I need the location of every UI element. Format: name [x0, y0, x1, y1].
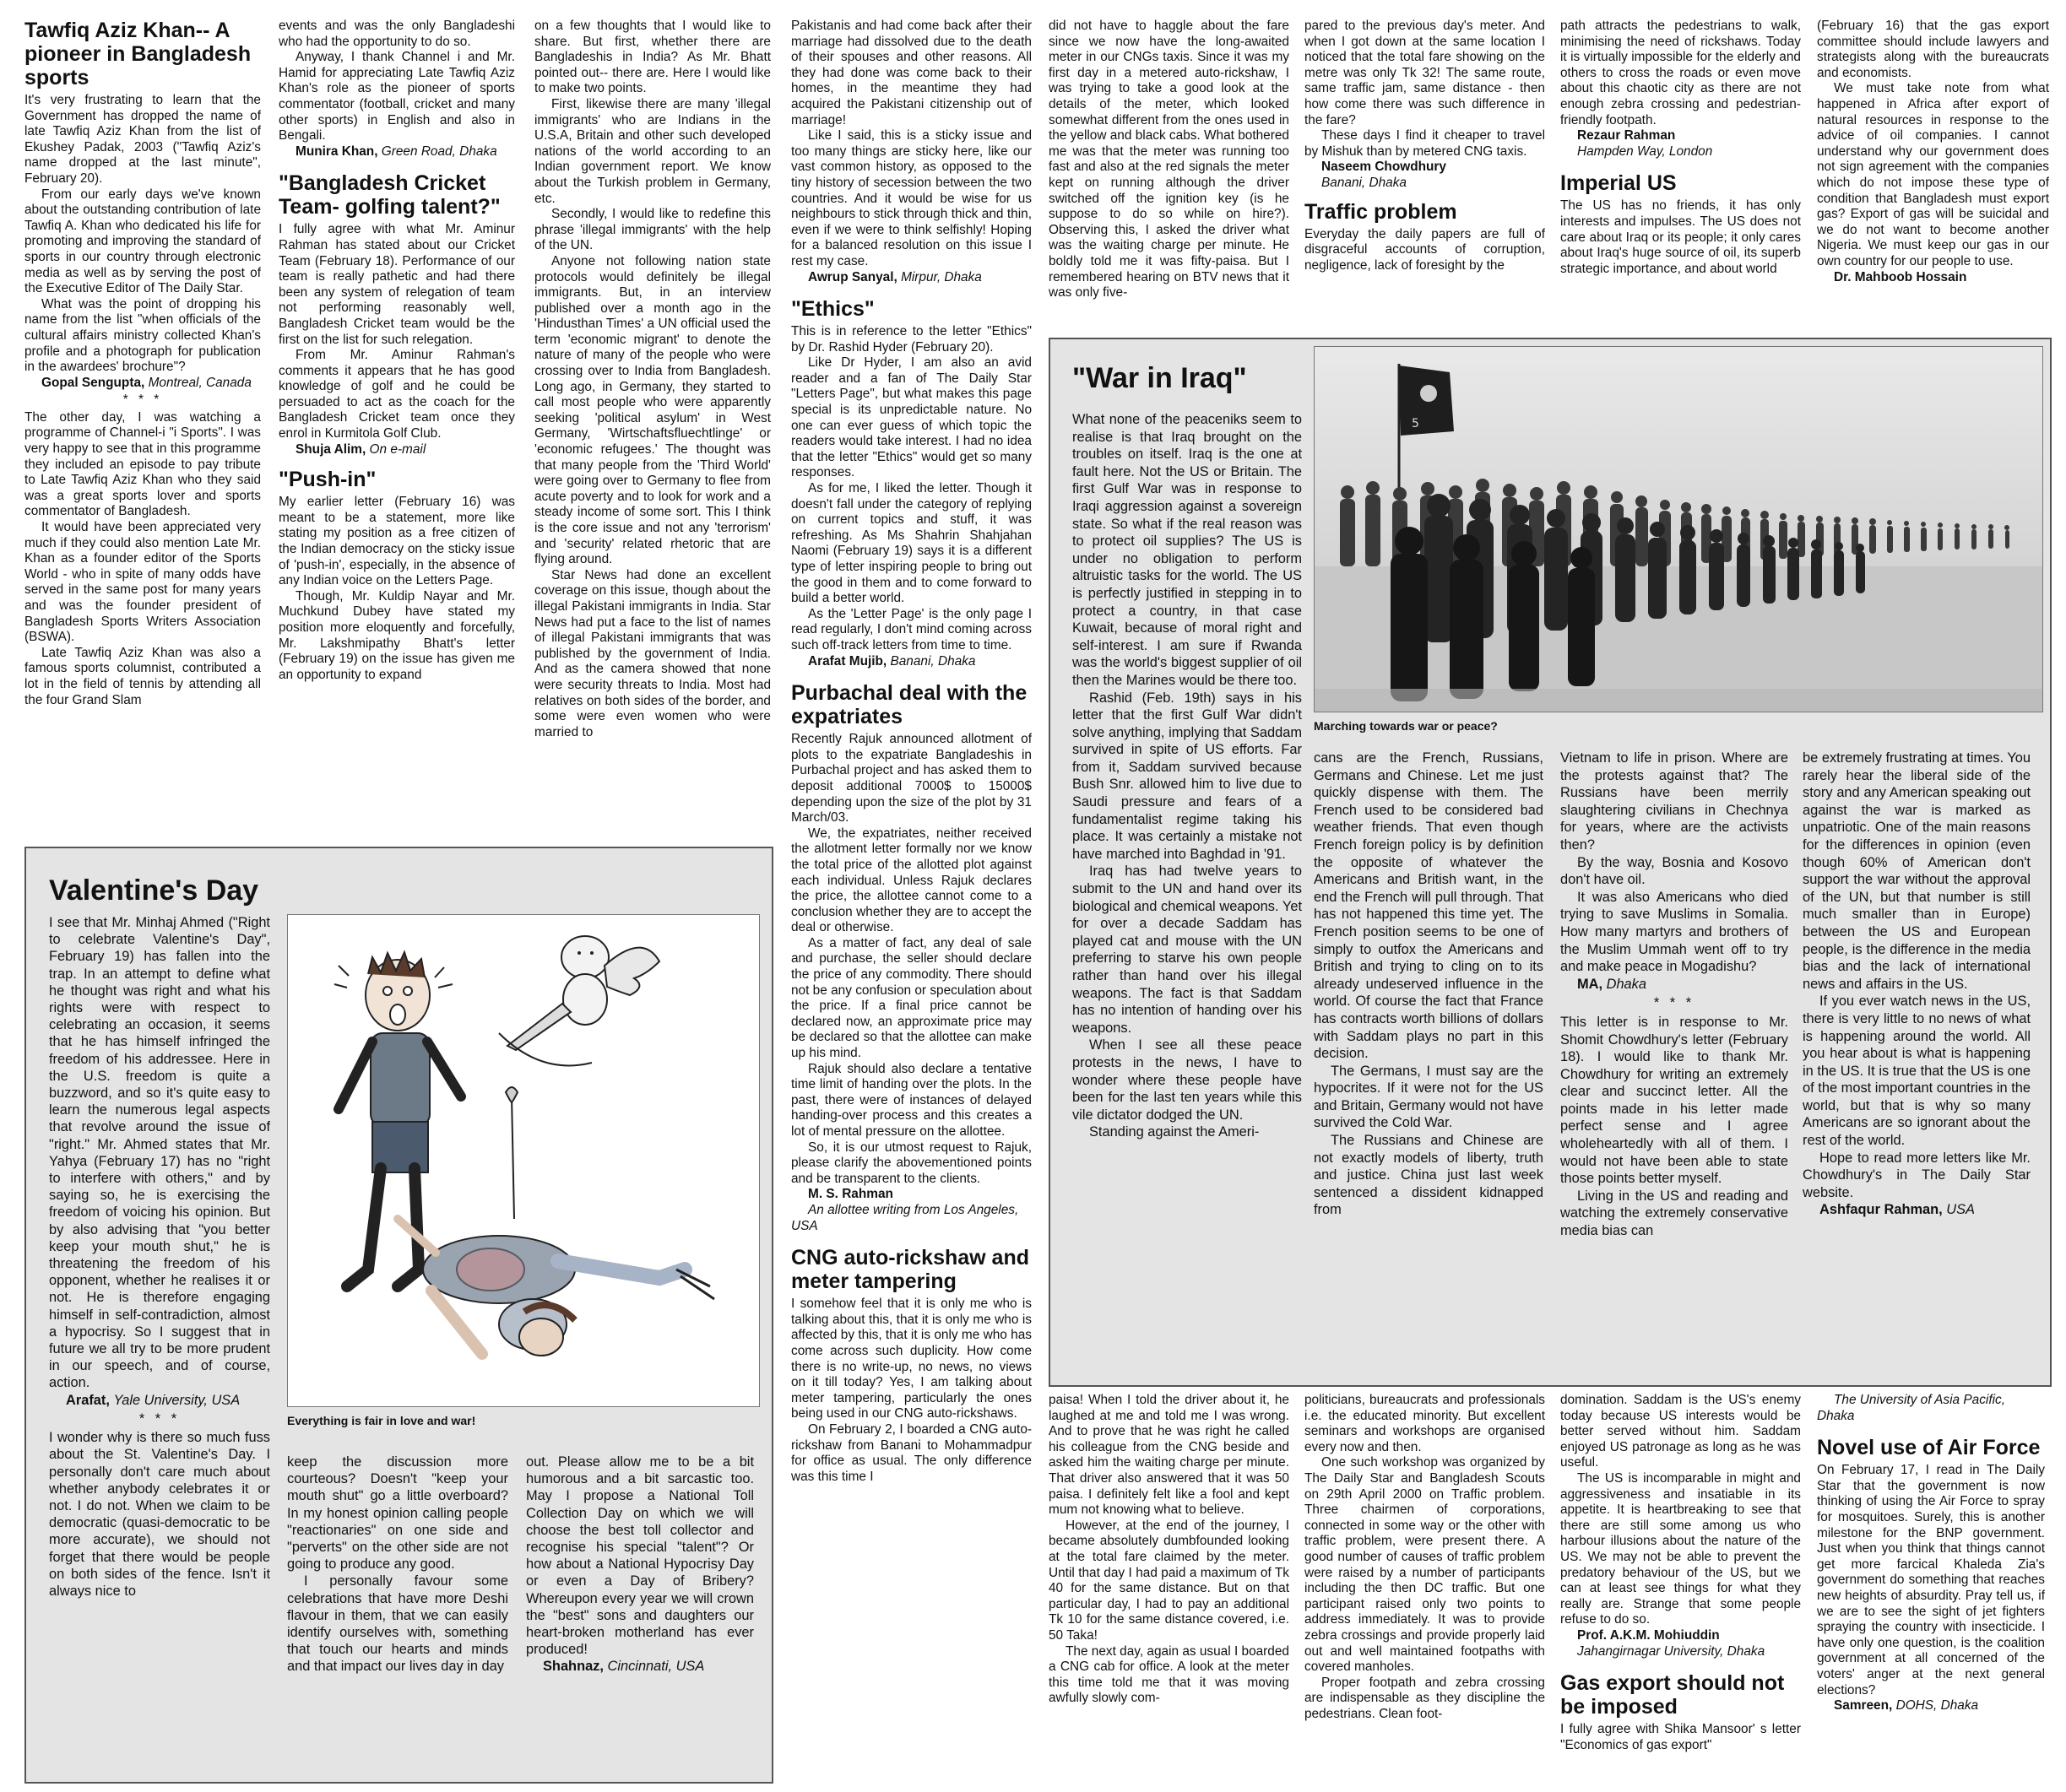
signature: Naseem Chowdhury	[1321, 160, 1446, 175]
paragraph: path attracts the pedestrians to walk, minimising the need of rickshaws. Today it is virtually impossible for the elderly and others to cross the roads or even move about this chaotic city as there are not enough zebra crossing and pedestrian-friendly footpath.	[1560, 19, 1801, 127]
paragraph: Recently Rajuk announced allotment of plots to the expatriate Bangladeshis in Purbachal project and has asked them to deposit additional 7000$ to 15000$ depending upon the size of the plot by 31 March/03.	[791, 732, 1032, 826]
paragraph: From Mr. Aminur Rahman's comments it appears that he has good knowledge of golf and he could be persuaded to act as the coach for the Bangladesh Cricket team once they enrol in Kurmitola Golf Club.	[279, 348, 515, 441]
paragraph: domination. Saddam is the US's enemy today because US interests would be better served without him. Saddam enjoyed US patronage as long as he was useful.	[1560, 1393, 1801, 1470]
paragraph: The US is incomparable in might and aggressiveness and insatiable in its appetite. It is heartbreaking to see that there are still some among us who harbour illusions about the nature of the US. We may not be able to prevent the predatory behaviour of the US, but we can at least see things for what they really are. Strange that some people refuse to do so.	[1560, 1470, 1801, 1627]
soldiers-photo	[1314, 346, 2043, 712]
paragraph: One such workshop was organized by The Daily Star and Bangladesh Scouts on 29th April 2000 on Traffic problem. Three chairmen of corporations, connected in some way or the other with traffic problem, were present there. A good number of causes of traffic problem were raised by a number of participants including the then DC traffic. But one participant raised only two points to address immediately. It was to provide zebra crossings and provide properly laid out and well maintained footpaths with covered manholes.	[1304, 1455, 1545, 1675]
paragraph: It was also Americans who died trying to save Muslims in Somalia. How many martyrs and brothers of the Muslim Ummah went off to try and make peace in Mogadishu?	[1560, 889, 1788, 975]
paragraph: Pakistanis and had come back after their marriage had dissolved due to the death of their spouses and other reasons. All they had done was come back to their homes, in the meantime they had acquired the Pakistani citizenship out of marriage!	[791, 19, 1032, 127]
paragraph: It would have been appreciated very much if they could also mention Late Mr. Khan as a founder editor of the Sports World - who in spite of many odds have served in the same post for many years and was the founder president of Bangladesh Sports Writers Association (BSWA).	[24, 520, 261, 645]
paragraph: paisa! When I told the driver about it, he laughed at me and told me I was wrong. And to prove that he was right he called his colleague from the CNG beside and asked him the waiting charge per minute. That driver also answered that it was 50 paisa. I definitely felt like a fool and kept mum not knowing what to believe.	[1049, 1393, 1289, 1518]
headline-cricket: "Bangladesh Cricket Team- golfing talent?"	[279, 171, 501, 219]
paragraph: Anyway, I thank Channel i and Mr. Hamid for appreciating Late Tawfiq Aziz Khan's role as the pioneer of sports commentator (football, cricket and many other sports) in English and also in Bengali.	[279, 50, 515, 143]
column-4	[791, 19, 1032, 1783]
cartoon-illustration	[288, 915, 759, 1406]
signature: Awrup Sanyal, Mirpur, Dhaka	[808, 269, 982, 284]
headline-push-in: "Push-in"	[279, 468, 377, 492]
paragraph: be extremely frustrating at times. You rarely hear the liberal side of the story and any American speaking out against the war is marked as unpatriotic. One of the main reasons for the differences in opinion (even though 60% of American don't support the war without the approval of the UN, but that number is still much smaller than in Europe) between the US and European people, is the difference in the media bias and the lack of international news and affairs in the US.	[1803, 750, 2031, 992]
paragraph: By the way, Bosnia and Kosovo don't have oil.	[1560, 854, 1788, 888]
paragraph: We, the expatriates, neither received the allotment letter formally nor we know the total price of the allotted plot against each individual. Unless Rajuk declares the price, the allottee cannot come to a conclusion whether they are to accept the deal or otherwise.	[791, 826, 1032, 935]
paragraph: did not have to haggle about the fare since we now have the long-awaited meter in our CNGs taxis. Since it was my first day in a metered auto-rickshaw, I was trying to take a good look at the details of the meter, which looked somewhat different from the ones used in the yellow and black cabs. What bothered me was that the meter was running too fast and also at the red signals the meter kept on running although the driver switched off the ignition key (is he suppose to do so while on hire?). Observing this, I asked the driver what was the waiting charge per minute. He boldly told me it was fifty-paisa. But I remembered hearing on BTV news that it was only five-	[1049, 19, 1289, 300]
column-3	[534, 19, 771, 850]
paragraph: Everyday the daily papers are full of disgraceful accounts of corruption, negligence, lack of foresight by the	[1304, 226, 1545, 273]
paragraph: I personally favour some celebrations that have more Deshi flavour in them, that we can easily identify ourselves with, something that touch our hearts and minds and that impact our lives day in day	[287, 1573, 508, 1675]
svg-text:5: 5	[1412, 417, 1419, 430]
paragraph: As a matter of fact, any deal of sale and purchase, the seller should declare the price of any commodity. There should not be any confusion or speculation about the price. If a final price cannot be declared now, an approximate price may be declared so that the allottee can make up his mind.	[791, 935, 1032, 1061]
signature: Arafat, Yale University, USA	[66, 1392, 241, 1408]
column-5	[1049, 19, 1289, 335]
signature: Munira Khan, Green Road, Dhaka	[296, 143, 497, 159]
paragraph: The Germans, I must say are the hypocrites. If it were not for the US and Britain, Germany would not have survived the Cold War.	[1314, 1063, 1543, 1131]
paragraph: If you ever watch news in the US, there is very little to no news of what is happening around the world. All you hear about is what is happening in the US. It is true that the US is one of the most important countries in the world, but that is why so many Americans are so ignorant about the rest of the world.	[1803, 993, 2031, 1149]
iraq-column-4	[1803, 750, 2031, 1374]
iraq-column-1	[1072, 411, 1302, 1373]
signature: Dr. Mahboob Hossain	[1834, 269, 1967, 284]
paragraph: Secondly, I would like to redefine this phrase 'illegal immigrants' with the help of the UN.	[534, 207, 771, 253]
signature-place: An allottee writing from Los Angeles, USA	[791, 1202, 1019, 1233]
bottom-column-5	[1049, 1393, 1289, 1785]
paragraph: politicians, bureaucrats and professionals i.e. the educated minority. But excellent seminars and workshops are organised every now and then.	[1304, 1393, 1545, 1454]
signature-place: The University of Asia Pacific, Dhaka	[1817, 1393, 2005, 1423]
paragraph: events and was the only Bangladeshi who had the opportunity to do so.	[279, 19, 515, 49]
signature-place: Banani, Dhaka	[1321, 175, 1407, 190]
paragraph: As the 'Letter Page' is the only page I read regularly, I don't mind coming across such off-track letters from time to time.	[791, 606, 1032, 652]
paragraph: First, likewise there are many 'illegal immigrants' who are Indians in the U.S.A, Britain and other such developed nations of the world according to an Indian government report. We know about the Turkish problem in Germany, etc.	[534, 96, 771, 206]
valentines-day-title: Valentine's Day	[49, 874, 259, 907]
paragraph: Like Dr Hyder, I am also an avid reader and a fan of The Daily Star "Letters Page", but what makes this page special is its unpredictable nature. No one can ever guess of which topic the readers would take interest. I had no idea that the letter "Ethics" would get so many responses.	[791, 355, 1032, 480]
paragraph: So, it is our utmost request to Rajuk, please clarify the abovementioned points and be transparent to the clients.	[791, 1140, 1032, 1186]
paragraph: Late Tawfiq Aziz Khan was also a famous sports columnist, contributed a lot in the field of tennis by attending all the four Grand Slam	[24, 645, 261, 707]
paragraph: What was the point of dropping his name from the list "when officials of the cultural affairs ministry collected Khan's profile and a photograph for publication in the awardees' brochure"?	[24, 296, 261, 375]
valentine-column-2	[287, 1454, 508, 1778]
paragraph: Though, Mr. Kuldip Nayar and Mr. Muchkund Dubey have stated my position more eloquently and forcefully, Mr. Lakshmipathy Bhatt's letter (February 19) on the issue has given me an opportunity to expand	[279, 588, 515, 682]
iraq-column-2	[1314, 750, 1543, 1374]
column-1	[24, 19, 261, 850]
paragraph: I somehow feel that it is only me who is talking about this, that it is only me who is affected by this, that it is only me who has come across such duplicity. How come there is no write-up, no news, no views on it till today? Yes, I am talking about meter tampering, particularly the ones being used in our CNG auto-rickshaws.	[791, 1297, 1032, 1421]
paragraph: cans are the French, Russians, Germans and Chinese. Let me just quickly dispense with them. The French used to be considered bad weather friends. That even though French foreign policy is by definition the opposite of whatever the Americans and British want, in the end the French will pull through. That has not happened this time yet. The French position seems to be one of simply to outfox the Americans and British and trying to cling on to its already undeserved influence in the world. Of course the fact that France has contracts worth billions of dollars with Saddam plays no part in this decision.	[1314, 750, 1543, 1062]
paragraph: (February 16) that the gas export committee should include lawyers and strategists along with the bureaucrats and economists.	[1817, 19, 2049, 80]
iraq-column-3	[1560, 750, 1788, 1374]
paragraph: Anyone not following nation state protocols would definitely be illegal immigrants. But, in an interview published over a month ago in the 'Hindusthan Times' a UN official used the term 'economic migrant' to denote the nature of many of the people who were crossing over to India from Bangladesh. Long ago, in Germany, they started to call most people who were apparently seeking 'political asylum' in West Germany, 'Wirtschaftsfluechtlinge' or 'economic refugees.' The thought was that many people from the 'Third World' were going over to Germany to flee from acute poverty and to look for work and a steady income of some sort. This I think is the core issue and not any 'terrorism' and 'security' related rhetoric that are flying around.	[534, 253, 771, 567]
paragraph: The Russians and Chinese are not exactly models of liberty, truth and justice. China just last week sentenced a dissident kidnapped from	[1314, 1133, 1543, 1218]
paragraph: Iraq has had twelve years to submit to the UN and hand over its biological and chemical weapons. Yet for over a decade Saddam has played cat and mouse with the UN preferring to starve his own people rather than hand over his illegal weapons. The fact is that Saddam has no intention of handing over his weapons.	[1072, 864, 1302, 1036]
paragraph: The next day, again as usual I boarded a CNG cab for office. A look at the meter this time told me that it was moving awfully slowly com-	[1049, 1643, 1289, 1706]
paragraph: Hope to read more letters like Mr. Chowdhury's in The Daily Star website.	[1803, 1150, 2031, 1200]
paragraph: On February 17, I read in The Daily Star that the government is now thinking of using the Air Force to spray for mosquitoes. Surely, this is another milestone for the BNP government. Just when you think that things cannot get more farcical Khaleda Zia's government do something that reaches new heights of absurdity. Pray tell us, if we are to see the sight of jet fighters spraying the country with insecticide. I have only one question, is the coalition government at all concerned of the voters' anger at the next general elections?	[1817, 1463, 2045, 1697]
paragraph: I fully agree with Shika Mansoor' s letter "Economics of gas export"	[1560, 1722, 1801, 1752]
signature: Ashfaqur Rahman, USA	[1819, 1202, 1975, 1218]
paragraph: pared to the previous day's meter. And when I got down at the same location I noticed that the total fare showing on the metre was only Tk 32! The same route, same traffic jam, same distance - then how come there was such difference in the fare?	[1304, 19, 1545, 127]
signature: Gopal Sengupta, Montreal, Canada	[41, 375, 252, 390]
paragraph: out. Please allow me to be a bit humorous and a bit sarcastic too. May I propose a National Toll Collection Day on which we will choose the best toll collector and recognise his special "talent"? Or how about a National Hypocrisy Day or even a Day of Bribery? Whereupon every year we will crown the "best" sons and daughters our heart-broken motherland has ever produced!	[526, 1454, 754, 1658]
paragraph: We must take note from what happened in Africa after export of natural resources in response to the advice of oil companies. I cannot understand why our government does not sign agreement with the companies which do not impose these type of condition that Bangladesh must export gas? Export of gas will be suicidal and we do not want to become another Nigeria. We must keep our gas in our own country for our people to use.	[1817, 81, 2049, 268]
paragraph: What none of the peaceniks seem to realise is that Iraq brought on the troubles on itself. Iraq is the one at fault here. Not the US or Britain. The first Gulf War was in response to Iraqi aggression against a sovereign state. So what if the real reason was to protect oil supplies? The US is under no obligation to perform altruistic tasks for the world. The US is perfectly justified in stepping in to protect a country, in that case Kuwait, because of moral right and self-interest. I am sure if Rwanda was the world's biggest supplier of oil then the Marines would be there too.	[1072, 412, 1302, 688]
war-in-iraq-title: "War in Iraq"	[1072, 362, 1247, 394]
signature: Shahnaz, Cincinnati, USA	[543, 1659, 705, 1675]
bottom-column-7	[1560, 1393, 1801, 1785]
paragraph: It's very frustrating to learn that the Government has dropped the name of late Tawfiq Aziz Khan from the list of Ekushey Padak, 2003 ("Tawfiq Aziz's name dropped at the last minute", February 20).	[24, 93, 261, 186]
headline-cng: CNG auto-rickshaw and meter tampering	[791, 1246, 1029, 1294]
valentine-column-1	[49, 914, 270, 1777]
paragraph: My earlier letter (February 16) was meant to be a statement, more like stating my position as a free citizen of the Indian democracy on the sticky issue of 'push-in', especially, in the absence of any Indian voice on the Letters Page.	[279, 495, 515, 588]
paragraph: Like I said, this is a sticky issue and too many things are sticky here, like our vast common history, as opposed to the tiny history of secession between the two countries. And it would be wise for us neighbours to stick through thick and thin, even if we were to think selfishly! Hoping for a balanced resolution on this issue I rest my case.	[791, 128, 1032, 268]
signature: M. S. Rahman	[808, 1187, 893, 1202]
paragraph: keep the discussion more courteous? Doesn't "keep your mouth shut" go a little overboard? In my honest opinion calling people "reactionaries" on one side and "perverts" on the other side are not going to produce any good.	[287, 1454, 508, 1573]
separator: * * *	[1653, 995, 1695, 1011]
paragraph: Rashid (Feb. 19th) says in his letter that the first Gulf War didn't solve anything, implying that Saddam survived in spite of US efforts. Far from it, Saddam survived because Bush Snr. allowed him to live due to Saudi pressure and fears of a fundamentalist regime taking his place. It was certainly a mistake not have marched into Baghdad in '91.	[1072, 690, 1302, 862]
paragraph: I wonder why is there so much fuss about the St. Valentine's Day. I personally don't care much about whether anybody celebrates it or not. I do not. When we claim to be democratic (quasi-democratic to be more accurate), we should not forget that there would be people on both sides of the fence. Isn't it always nice to	[49, 1430, 270, 1599]
separator: * * *	[138, 1410, 181, 1427]
headline-imperial-us: Imperial US	[1560, 171, 1677, 196]
cupid-cartoon	[287, 914, 760, 1407]
paragraph: I see that Mr. Minhaj Ahmed ("Right to celebrate Valentine's Day", February 19) has fallen into the trap. In an attempt to define what he thought was right and what his rights were with respect to celebrating an occasion, it seems that he has himself infringed the freedom of his addressee. Here in the U.S. freedom is quite a buzzword, and so it's quite easy to learn the numerous legal aspects that revolve around the issue of "right." Mr. Ahmed states that Mr. Yahya (February 17) has no "right to interfere with others," and by saying so, he is exercising the freedom of voicing his opinion. But by also advising that "you better keep your mouth shut," he is threatening the freedom of his opponent, whether he realises it or not. He is therefore engaging himself in self-contradiction, almost a hypocrisy. So I suggest that in future we all try to be more prudent in our speech, and of course, action.	[49, 915, 270, 1391]
headline-purbachal: Purbachal deal with the expatriates	[791, 681, 1028, 729]
paragraph: The other day, I was watching a programme of Channel-i "i Sports". I was very happy to see that in this programme they included an episode to pay tribute to Late Tawfiq Aziz Khan who they said was a great sports lover and sports commentator of Bangladesh.	[24, 409, 261, 519]
column-6	[1304, 19, 1545, 335]
bottom-column-8	[1817, 1393, 2045, 1785]
signature: Prof. A.K.M. Mohiuddin	[1577, 1627, 1720, 1643]
signature: Samreen, DOHS, Dhaka	[1834, 1698, 1979, 1713]
signature: Rezaur Rahman	[1577, 128, 1676, 143]
headline-gas-export: Gas export should not be imposed	[1560, 1671, 1785, 1719]
paragraph: The US has no friends, it has only interests and impulses. The US does not care about Iraq or its people; it only cares about Iraq's huge source of oil, its superb strategic importance, and about world	[1560, 198, 1801, 276]
paragraph: Rajuk should also declare a tentative time limit of handing over the plots. In the past, there were of instances of delayed handing-over process and this creates a lot of mental pressure on the allottee.	[791, 1061, 1032, 1139]
paragraph: This is in reference to the letter "Ethics" by Dr. Rashid Hyder (February 20).	[791, 324, 1032, 355]
cartoon-caption: Everything is fair in love and war!	[287, 1414, 476, 1427]
paragraph: Proper footpath and zebra crossing are indispensable as they discipline the pedestrians. Clean foot-	[1304, 1675, 1545, 1721]
paragraph: This letter is in response to Mr. Shomit Chowdhury's letter (February 18). I would like to thank Mr. Chowdhury for writing an extremely clear and succinct letter. All the points made in his letter made perfect sense and I agree wholeheartedly with all of them. I would not have been able to state those points better myself.	[1560, 1014, 1788, 1187]
signature-place: Jahangirnagar University, Dhaka	[1577, 1643, 1765, 1659]
column-7	[1560, 19, 1801, 335]
signature-place: Hampden Way, London	[1577, 143, 1713, 159]
paragraph: As for me, I liked the letter. Though it doesn't fall under the category of replying on current topics and stuff, it was refreshing. As Ms Shahrin Shahjahan Naomi (February 19) says it is a different type of letter inspiring people to bring out the good in them and to come forward to build a better world.	[791, 481, 1032, 606]
soldiers-illustration	[1315, 347, 2042, 712]
headline-traffic: Traffic problem	[1304, 199, 1457, 224]
signature: Arafat Mujib, Banani, Dhaka	[808, 653, 976, 669]
valentine-column-3	[526, 1454, 754, 1778]
column-8	[1817, 19, 2049, 335]
headline-air-force: Novel use of Air Force	[1817, 1436, 2041, 1460]
paragraph: When I see all these peace protests in the news, I have to wonder where these people have been for the last ten years while this vile dictator dodged the UN.	[1072, 1037, 1302, 1123]
paragraph: Star News had done an excellent coverage on this issue, though about the illegal Pakistani immigrants in India. Star News had put a face to the list of names of illegal Pakistani immigrants that was published by the government of India. And as the camera showed that none were security threats to India. Most had relatives on both sides of the border, and some were even women who were married to	[534, 567, 771, 739]
column-2	[279, 19, 515, 850]
paragraph: on a few thoughts that I would like to share. But first, whether there are Bangladeshis in India? As Mr. Bhatt pointed out-- there are. Here I would like to make two points.	[534, 19, 771, 96]
paragraph: Living in the US and reading and watching the extremely conservative media bias can	[1560, 1188, 1788, 1239]
soldiers-photo-caption: Marching towards war or peace?	[1314, 719, 1498, 733]
paragraph: I fully agree with what Mr. Aminur Rahman has stated about our Cricket Team (February 18). Performance of our team is really pathetic and had there been any system of relegation of team not performing reasonably well, Bangladesh Cricket team would be the first on the list for such relegation.	[279, 222, 515, 347]
separator: * * *	[122, 393, 163, 408]
signature: MA, Dhaka	[1577, 976, 1646, 992]
paragraph: Vietnam to life in prison. Where are the protests against that? The Russians have been merrily slaughtering civilians in Chechnya for years, where are the activists then?	[1560, 750, 1788, 853]
headline-ethics: "Ethics"	[791, 297, 875, 322]
paragraph: On February 2, I boarded a CNG auto-rickshaw from Banani to Mohammadpur for office as usual. The only difference was this time I	[791, 1421, 1032, 1484]
paragraph: From our early days we've known about the outstanding contribution of late Tawfiq A. Khan who dedicated his life for promoting and improving the standard of sports in our country through electronic media as well as by serving the post of the Executive Editor of The Daily Star.	[24, 187, 261, 296]
bottom-column-6	[1304, 1393, 1545, 1785]
signature: Shuja Alim, On e-mail	[296, 441, 426, 457]
headline-tawfiq: Tawfiq Aziz Khan-- A pioneer in Bangladesh sports	[24, 19, 252, 89]
paragraph: However, at the end of the journey, I became absolutely dumbfounded looking at the total fare claimed by the meter. Until that day I had paid a maximum of Tk 40 for the same distance. But on that particular day, I had to pay an additional Tk 10 for the same distance covered, i.e. 50 Taka!	[1049, 1518, 1289, 1643]
paragraph: These days I find it cheaper to travel by Mishuk than by metered CNG taxis.	[1304, 128, 1545, 159]
paragraph: Standing against the Ameri-	[1089, 1124, 1260, 1140]
